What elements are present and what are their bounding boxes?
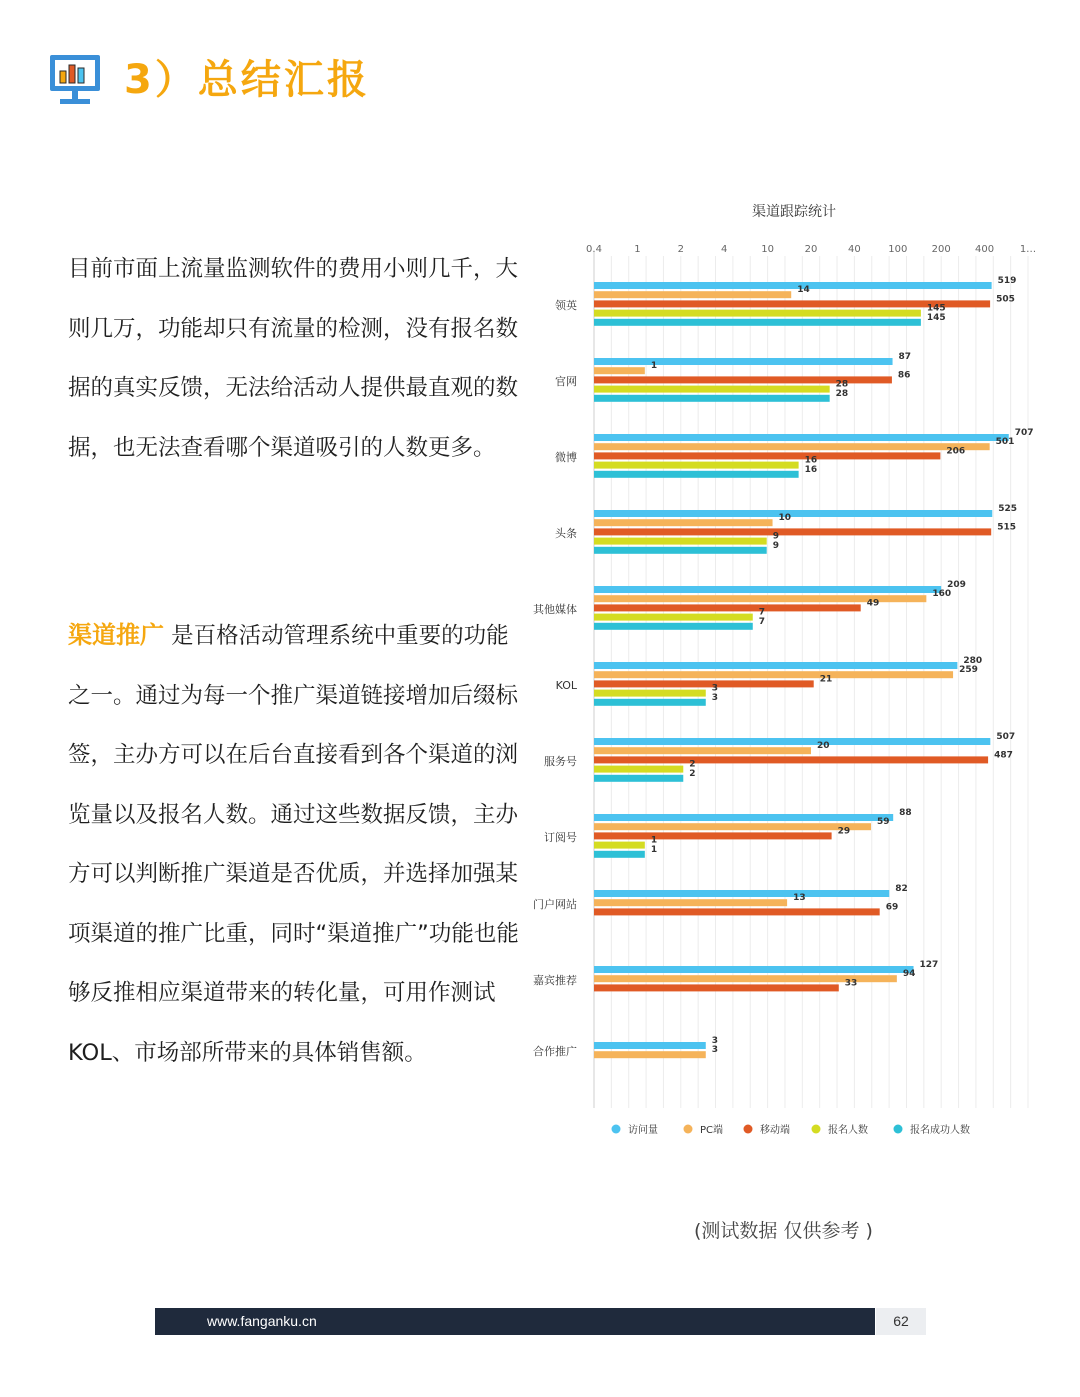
data-bar <box>594 899 787 906</box>
category-label: 服务号 <box>544 755 577 768</box>
data-label: 16 <box>804 464 818 475</box>
data-label: 3 <box>711 692 719 703</box>
category-label: 微博 <box>555 451 577 464</box>
data-bar <box>594 528 991 535</box>
category-label: 头条 <box>555 527 577 540</box>
legend-label: PC端 <box>700 1125 724 1136</box>
legend-marker <box>744 1125 753 1134</box>
data-label: 525 <box>998 504 1018 514</box>
data-bar <box>594 614 753 621</box>
legend-label: 报名人数 <box>828 1125 868 1136</box>
chart-svg <box>530 192 1060 1152</box>
category-label: 合作推广 <box>533 1045 577 1059</box>
data-bar <box>594 462 799 469</box>
data-bar <box>594 680 814 687</box>
x-tick-label: 1 <box>634 244 641 255</box>
intro-paragraph: 目前市面上流量监测软件的费用小则几千，大则几万，功能却只有流量的检测，没有报名数据的真实反馈，无法给活动人提供最直观的数据，也无法查看哪个渠道吸引的人数更多。 <box>68 256 519 461</box>
legend-marker <box>684 1125 693 1134</box>
feature-description: 是百格活动管理系统中重要的功能之一。通过为每一个推广渠道链接增加后缀标签，主办方可以在后台直接看到各个渠道的浏览量以及报名人数。通过这些数据反馈，主办方可以判断推广渠道是否优质，并选择加强某项渠道的推广比重，同时“渠道推广”功能也能够反推相应渠道带来的转化量，可用作测试KOL、市场部所带来的具体销售额。 <box>68 623 519 1066</box>
data-label: 28 <box>835 379 849 390</box>
data-bar <box>594 756 988 763</box>
data-bar <box>594 443 990 450</box>
category-label: 领英 <box>555 299 577 312</box>
data-label: 1 <box>650 361 658 372</box>
page-number: 62 <box>876 1308 926 1335</box>
data-label: 59 <box>877 817 890 828</box>
data-label: 505 <box>996 294 1015 305</box>
legend-label: 移动端 <box>760 1125 790 1136</box>
data-bar <box>594 747 811 754</box>
data-label: 82 <box>895 884 908 894</box>
data-label: 20 <box>817 741 830 752</box>
data-bar <box>594 1042 706 1049</box>
channel-tracking-chart <box>530 192 1060 1152</box>
data-bar <box>594 814 893 821</box>
x-tick-label: 200 <box>931 244 951 255</box>
data-bar <box>594 291 791 298</box>
x-tick-label: 40 <box>848 244 861 255</box>
feature-highlight: 渠道推广 <box>68 621 164 649</box>
data-bar <box>594 452 940 459</box>
data-label: 87 <box>898 352 912 362</box>
page-title: 3）总结汇报 <box>124 57 370 103</box>
data-label: 487 <box>994 750 1013 761</box>
data-label: 3 <box>711 683 719 694</box>
data-bar <box>594 547 767 554</box>
x-tick-label: 0.4 <box>586 244 602 255</box>
data-label: 16 <box>804 455 818 466</box>
data-bar <box>594 367 645 374</box>
category-label: 门户网站 <box>533 897 577 911</box>
data-label: 259 <box>959 665 978 676</box>
data-label: 29 <box>837 826 851 837</box>
data-bar <box>594 510 992 517</box>
data-bar <box>594 775 683 782</box>
data-bar <box>594 395 830 402</box>
data-bar <box>594 586 941 593</box>
data-label: 1 <box>650 835 658 846</box>
category-label: 订阅号 <box>544 831 577 844</box>
data-bar <box>594 908 880 915</box>
data-bar <box>594 604 861 611</box>
data-bar <box>594 766 683 773</box>
data-label: 1 <box>650 844 658 855</box>
bar-chart-monitor-icon <box>48 51 102 109</box>
data-bar <box>594 966 914 973</box>
feature-paragraph <box>68 606 528 1083</box>
data-bar <box>594 984 839 991</box>
data-bar <box>594 282 992 289</box>
data-label: 515 <box>997 522 1016 533</box>
category-label: 其他媒体 <box>533 603 577 616</box>
data-bar <box>594 851 645 858</box>
data-label: 49 <box>866 598 880 609</box>
data-bar <box>594 358 893 365</box>
legend-label: 访问量 <box>628 1125 658 1136</box>
data-label: 206 <box>946 446 966 457</box>
category-label: KOL <box>555 679 577 692</box>
data-label: 209 <box>947 580 966 590</box>
data-label: 9 <box>772 540 779 551</box>
data-label: 2 <box>689 759 696 770</box>
category-label: 官网 <box>555 375 577 388</box>
x-tick-label: 400 <box>975 244 995 255</box>
data-bar <box>594 319 921 326</box>
chart-title: 渠道跟踪统计 <box>752 204 836 220</box>
data-label: 21 <box>819 674 833 685</box>
data-label: 28 <box>835 388 849 399</box>
data-label: 94 <box>902 969 916 980</box>
data-label: 145 <box>926 312 946 323</box>
data-label: 69 <box>885 902 899 913</box>
legend-label: 报名成功人数 <box>910 1125 970 1136</box>
data-label: 127 <box>919 960 939 970</box>
data-label: 7 <box>758 616 766 627</box>
data-label: 7 <box>758 607 766 618</box>
x-tick-label: 100 <box>888 244 908 255</box>
test-data-note: (测试数据 仅供参考 ) <box>694 1220 873 1242</box>
section-header <box>48 50 370 110</box>
legend-marker <box>612 1125 621 1134</box>
x-tick-label: 10 <box>761 244 774 255</box>
data-label: 280 <box>963 656 983 666</box>
footer-bar <box>155 1308 875 1335</box>
data-bar <box>594 842 645 849</box>
data-bar <box>594 310 921 317</box>
data-label: 86 <box>897 370 911 381</box>
footer-url: www.fanganku.cn <box>207 1313 317 1329</box>
data-label: 519 <box>997 276 1017 286</box>
data-bar <box>594 386 830 393</box>
data-label: 3 <box>711 1036 719 1046</box>
data-bar <box>594 890 889 897</box>
data-bar <box>594 671 953 678</box>
data-label: 2 <box>689 768 696 779</box>
data-label: 33 <box>844 978 858 989</box>
data-label: 88 <box>899 808 912 818</box>
data-label: 13 <box>793 893 806 904</box>
data-label: 160 <box>932 589 952 600</box>
data-bar <box>594 738 990 745</box>
data-bar <box>594 623 753 630</box>
category-label: 嘉宾推荐 <box>533 973 577 987</box>
x-tick-label: 1… <box>1019 244 1037 255</box>
legend-marker <box>894 1125 903 1134</box>
data-bar <box>594 823 871 830</box>
data-bar <box>594 1051 706 1058</box>
data-label: 145 <box>926 303 946 314</box>
data-label: 9 <box>772 531 779 542</box>
data-bar <box>594 690 706 697</box>
data-label: 3 <box>711 1045 719 1056</box>
x-tick-label: 2 <box>677 244 684 255</box>
data-bar <box>594 538 767 545</box>
data-label: 14 <box>797 285 810 296</box>
data-bar <box>594 832 832 839</box>
data-bar <box>594 662 957 669</box>
data-bar <box>594 434 1009 441</box>
data-label: 501 <box>995 437 1015 448</box>
data-bar <box>594 519 773 526</box>
data-label: 10 <box>778 513 792 524</box>
data-label: 507 <box>996 732 1016 742</box>
data-bar <box>594 471 799 478</box>
data-label: 707 <box>1014 428 1034 438</box>
data-bar <box>594 699 706 706</box>
x-tick-label: 20 <box>804 244 818 255</box>
legend-marker <box>812 1125 821 1134</box>
x-tick-label: 4 <box>721 244 728 255</box>
